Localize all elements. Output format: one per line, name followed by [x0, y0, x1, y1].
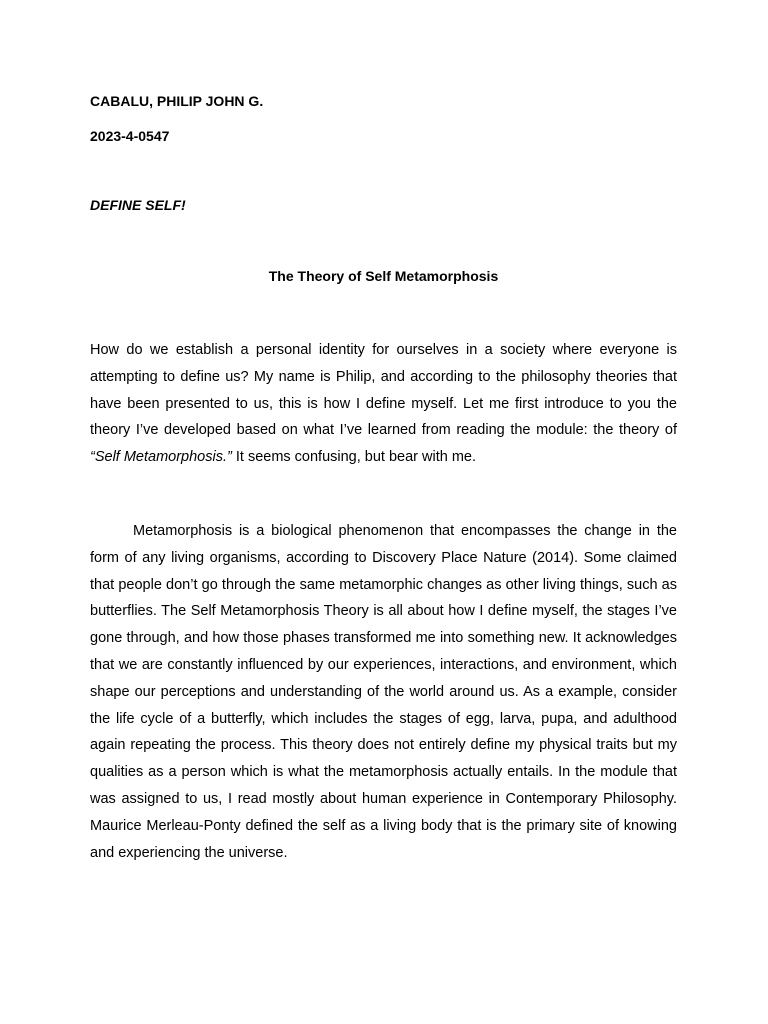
essay-title: The Theory of Self Metamorphosis [268, 268, 499, 284]
assignment-prompt: DEFINE SELF! [90, 197, 186, 213]
paragraph-intro-text-start: How do we establish a personal identity for ourselves in a society where everyone is attempting to define us? My name is Philip, and according to the philosophy theories that have been presented to us, this is how I define myself. Let me first introduce to you the theory I’ve developed based on what I’ve learned from reading the module: the theory of [90, 342, 677, 439]
theory-name-emphasis: “Self Metamorphosis.” [90, 449, 232, 466]
paragraph-intro-text-end: It seems confusing, but bear with me. [231, 449, 477, 466]
paragraph-metamorphosis: Metamorphosis is a biological phenomenon that encompasses the change in the form of any living organisms, according to Discovery Place Nature (2014). Some claimed that people don’t go through the same metamorphic changes as other living things, such as butterflies. The Self Metamorphosis Theory is all about how I define myself, the stages I’ve gone through, and how those phases transformed me into something new. It acknowledges that we are constantly influenced by our experiences, interactions, and environment, which shape our perceptions and understanding of the world around us. As a example, consider the life cycle of a butterfly, which includes the stages of egg, larva, pupa, and adulthood again repeating the process. This theory does not entirely define my physical traits but my qualities as a person which is what the metamorphosis actually entails. In the module that was assigned to us, I read mostly about human experience in Contemporary Philosophy. Maurice Merleau-Ponty defined the self as a living body that is the primary site of knowing and experiencing the universe. [90, 523, 677, 861]
paragraph-intro [90, 337, 677, 471]
student-id: 2023-4-0547 [90, 128, 170, 144]
author-name: CABALU, PHILIP JOHN G. [90, 93, 264, 109]
